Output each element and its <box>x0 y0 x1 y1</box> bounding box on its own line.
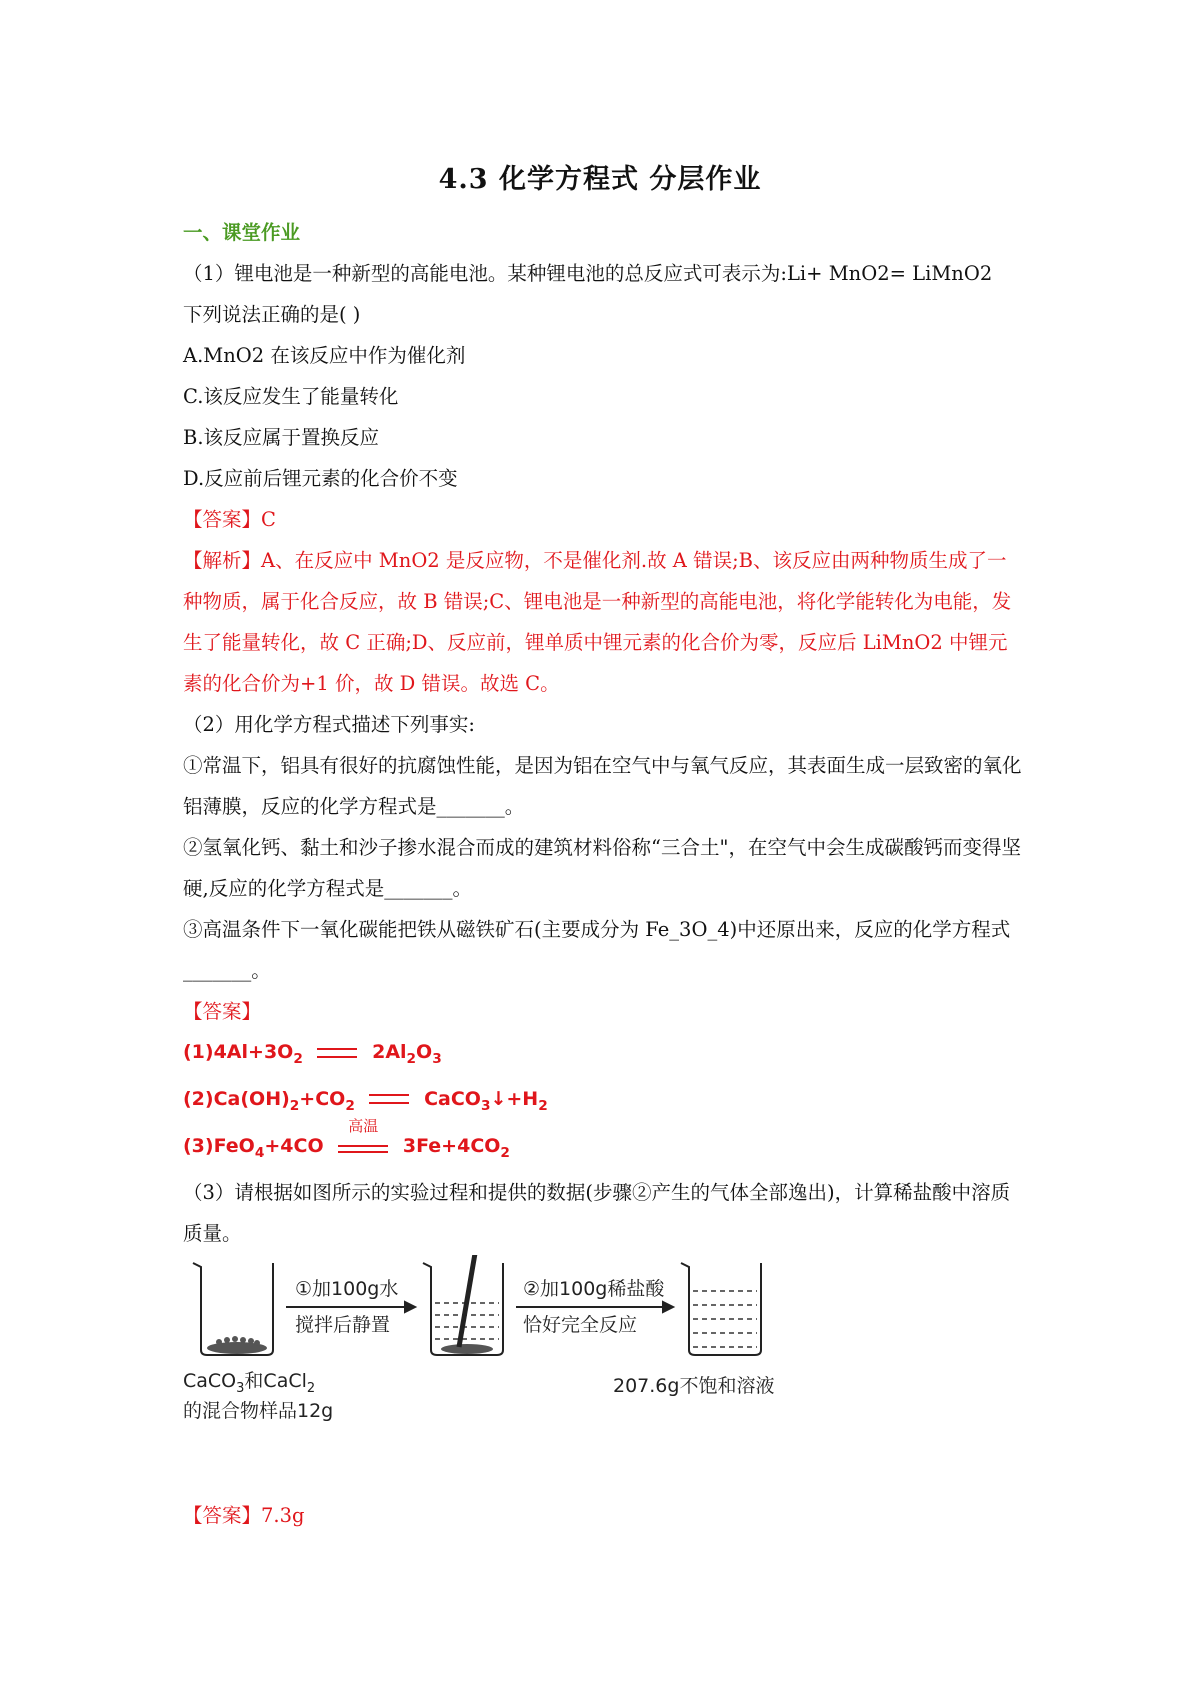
q2-stem: （2）用化学方程式描述下列事实: <box>183 713 475 736</box>
equals-sign <box>338 1145 388 1153</box>
solid-sample-icon <box>207 1336 267 1354</box>
eq3-subscript: 2 <box>500 1144 510 1161</box>
q1-stem-line1: （1）锂电池是一种新型的高能电池。某种锂电池的总反应式可表示为:Li+ MnO2= LiMnO2 <box>183 262 993 285</box>
eq1-product: 2Al <box>372 1041 407 1063</box>
eq2-part: +CO <box>299 1087 346 1110</box>
q1-stem-line2: 下列说法正确的是( ) <box>183 303 361 326</box>
eq2-part: ↓+H <box>490 1087 539 1110</box>
solid-sample-icon <box>441 1344 493 1354</box>
equals-sign <box>369 1094 409 1104</box>
q1-answer <box>183 499 1023 540</box>
eq2-subscript: 2 <box>289 1097 300 1114</box>
q2-item-1: ①常温下，铝具有很好的抗腐蚀性能，是因为铝在空气中与氧气反应，其表面生成一层致密的氧化铝薄膜，反应的化学方程式是_______。 <box>183 754 1022 818</box>
answer-value: C <box>261 508 276 531</box>
equation-2 <box>183 1079 1023 1126</box>
stirring-rod-icon <box>459 1255 485 1347</box>
answer-label: 【答案】 <box>183 1504 262 1527</box>
equation-3 <box>183 1117 1023 1173</box>
arrow-icon <box>516 1302 673 1312</box>
analysis-label: 【解析】 <box>183 549 262 572</box>
answer-label: 【答案】 <box>183 508 262 531</box>
q2-answer-label: 【答案】 <box>183 1000 262 1023</box>
answer-value: 7.3g <box>261 1504 305 1527</box>
eq2-part: CaCO <box>424 1087 481 1110</box>
q1-option: D.反应前后锂元素的化合价不变 <box>183 467 458 490</box>
q1-option: B.该反应属于置换反应 <box>183 426 380 449</box>
result-caption: 207.6g不饱和溶液 <box>613 1375 775 1397</box>
eq2-subscript: 2 <box>538 1097 548 1114</box>
arrow-icon <box>286 1302 415 1312</box>
worksheet-body <box>183 212 1023 1254</box>
q2-item-3: ③高温条件下一氧化碳能把铁从磁铁矿石(主要成分为 Fe_3O_4)中还原出来，反应的化学方程式_______。 <box>183 918 1011 982</box>
step2-label: 恰好完全反应 <box>523 1314 638 1336</box>
section-heading: 一、课堂作业 <box>183 221 301 244</box>
eq2-part: (2)Ca(OH) <box>183 1087 290 1110</box>
experiment-figure <box>183 1255 793 1475</box>
sample-caption-line1: CaCO$_3$和CaCl$_2$ <box>183 1370 316 1396</box>
eq1-subscript: 3 <box>432 1050 442 1067</box>
eq1-reactants: (1)4Al+3O <box>183 1041 294 1063</box>
q1-option: A.MnO2 在该反应中作为催化剂 <box>183 344 466 367</box>
eq1-subscript: 2 <box>406 1050 417 1067</box>
eq2-subscript: 2 <box>345 1097 355 1114</box>
step1-label: 搅拌后静置 <box>295 1314 391 1336</box>
eq1-subscript: 2 <box>293 1050 303 1067</box>
condition-label: 高温 <box>348 1117 379 1136</box>
reaction-condition <box>338 1117 388 1155</box>
eq2-subscript: 3 <box>480 1097 491 1114</box>
q3-stem: （3）请根据如图所示的实验过程和提供的数据(步骤②产生的气体全部逸出)，计算稀盐酸中溶质质量。 <box>183 1181 1011 1246</box>
eq3-subscript: 4 <box>254 1144 265 1161</box>
beaker-icon <box>681 1263 761 1355</box>
q2-item-2: ②氢氧化钙、黏土和沙子掺水混合而成的建筑材料俗称“三合土"，在空气中会生成碳酸钙而变得坚硬,反应的化学方程式是_______。 <box>183 836 1021 900</box>
q3-answer <box>183 1495 305 1536</box>
sample-caption-line2: 的混合物样品12g <box>183 1400 334 1422</box>
eq1-product-o: O <box>416 1041 433 1063</box>
solution-level-icon <box>693 1291 757 1347</box>
q1-analysis <box>183 540 1023 704</box>
eq3-part: (3)FeO <box>183 1134 255 1157</box>
eq3-part: +4CO <box>264 1134 324 1157</box>
analysis-text: A、在反应中 MnO2 是反应物，不是催化剂.故 A 错误;B、该反应由两种物质生成了一种物质，属于化合反应，故 B 错误;C、锂电池是一种新型的高能电池，将化学能转化为电能，发生了能量转化，故 C 正确;D、反应前，锂单质中锂元素的化合价为零，反应后 LiMnO2 中锂元素的化合价为+1 价，故 D 错误。故选 C。 <box>183 549 1012 695</box>
equals-sign <box>317 1048 357 1058</box>
page-title: 4.3 化学方程式 分层作业 <box>438 164 762 195</box>
step1-label: ①加100g水 <box>295 1278 399 1300</box>
equation-1 <box>183 1032 1023 1079</box>
eq3-part: 3Fe+4CO <box>402 1134 501 1157</box>
step2-label: ②加100g稀盐酸 <box>523 1278 665 1300</box>
q1-option: C.该反应发生了能量转化 <box>183 385 399 408</box>
